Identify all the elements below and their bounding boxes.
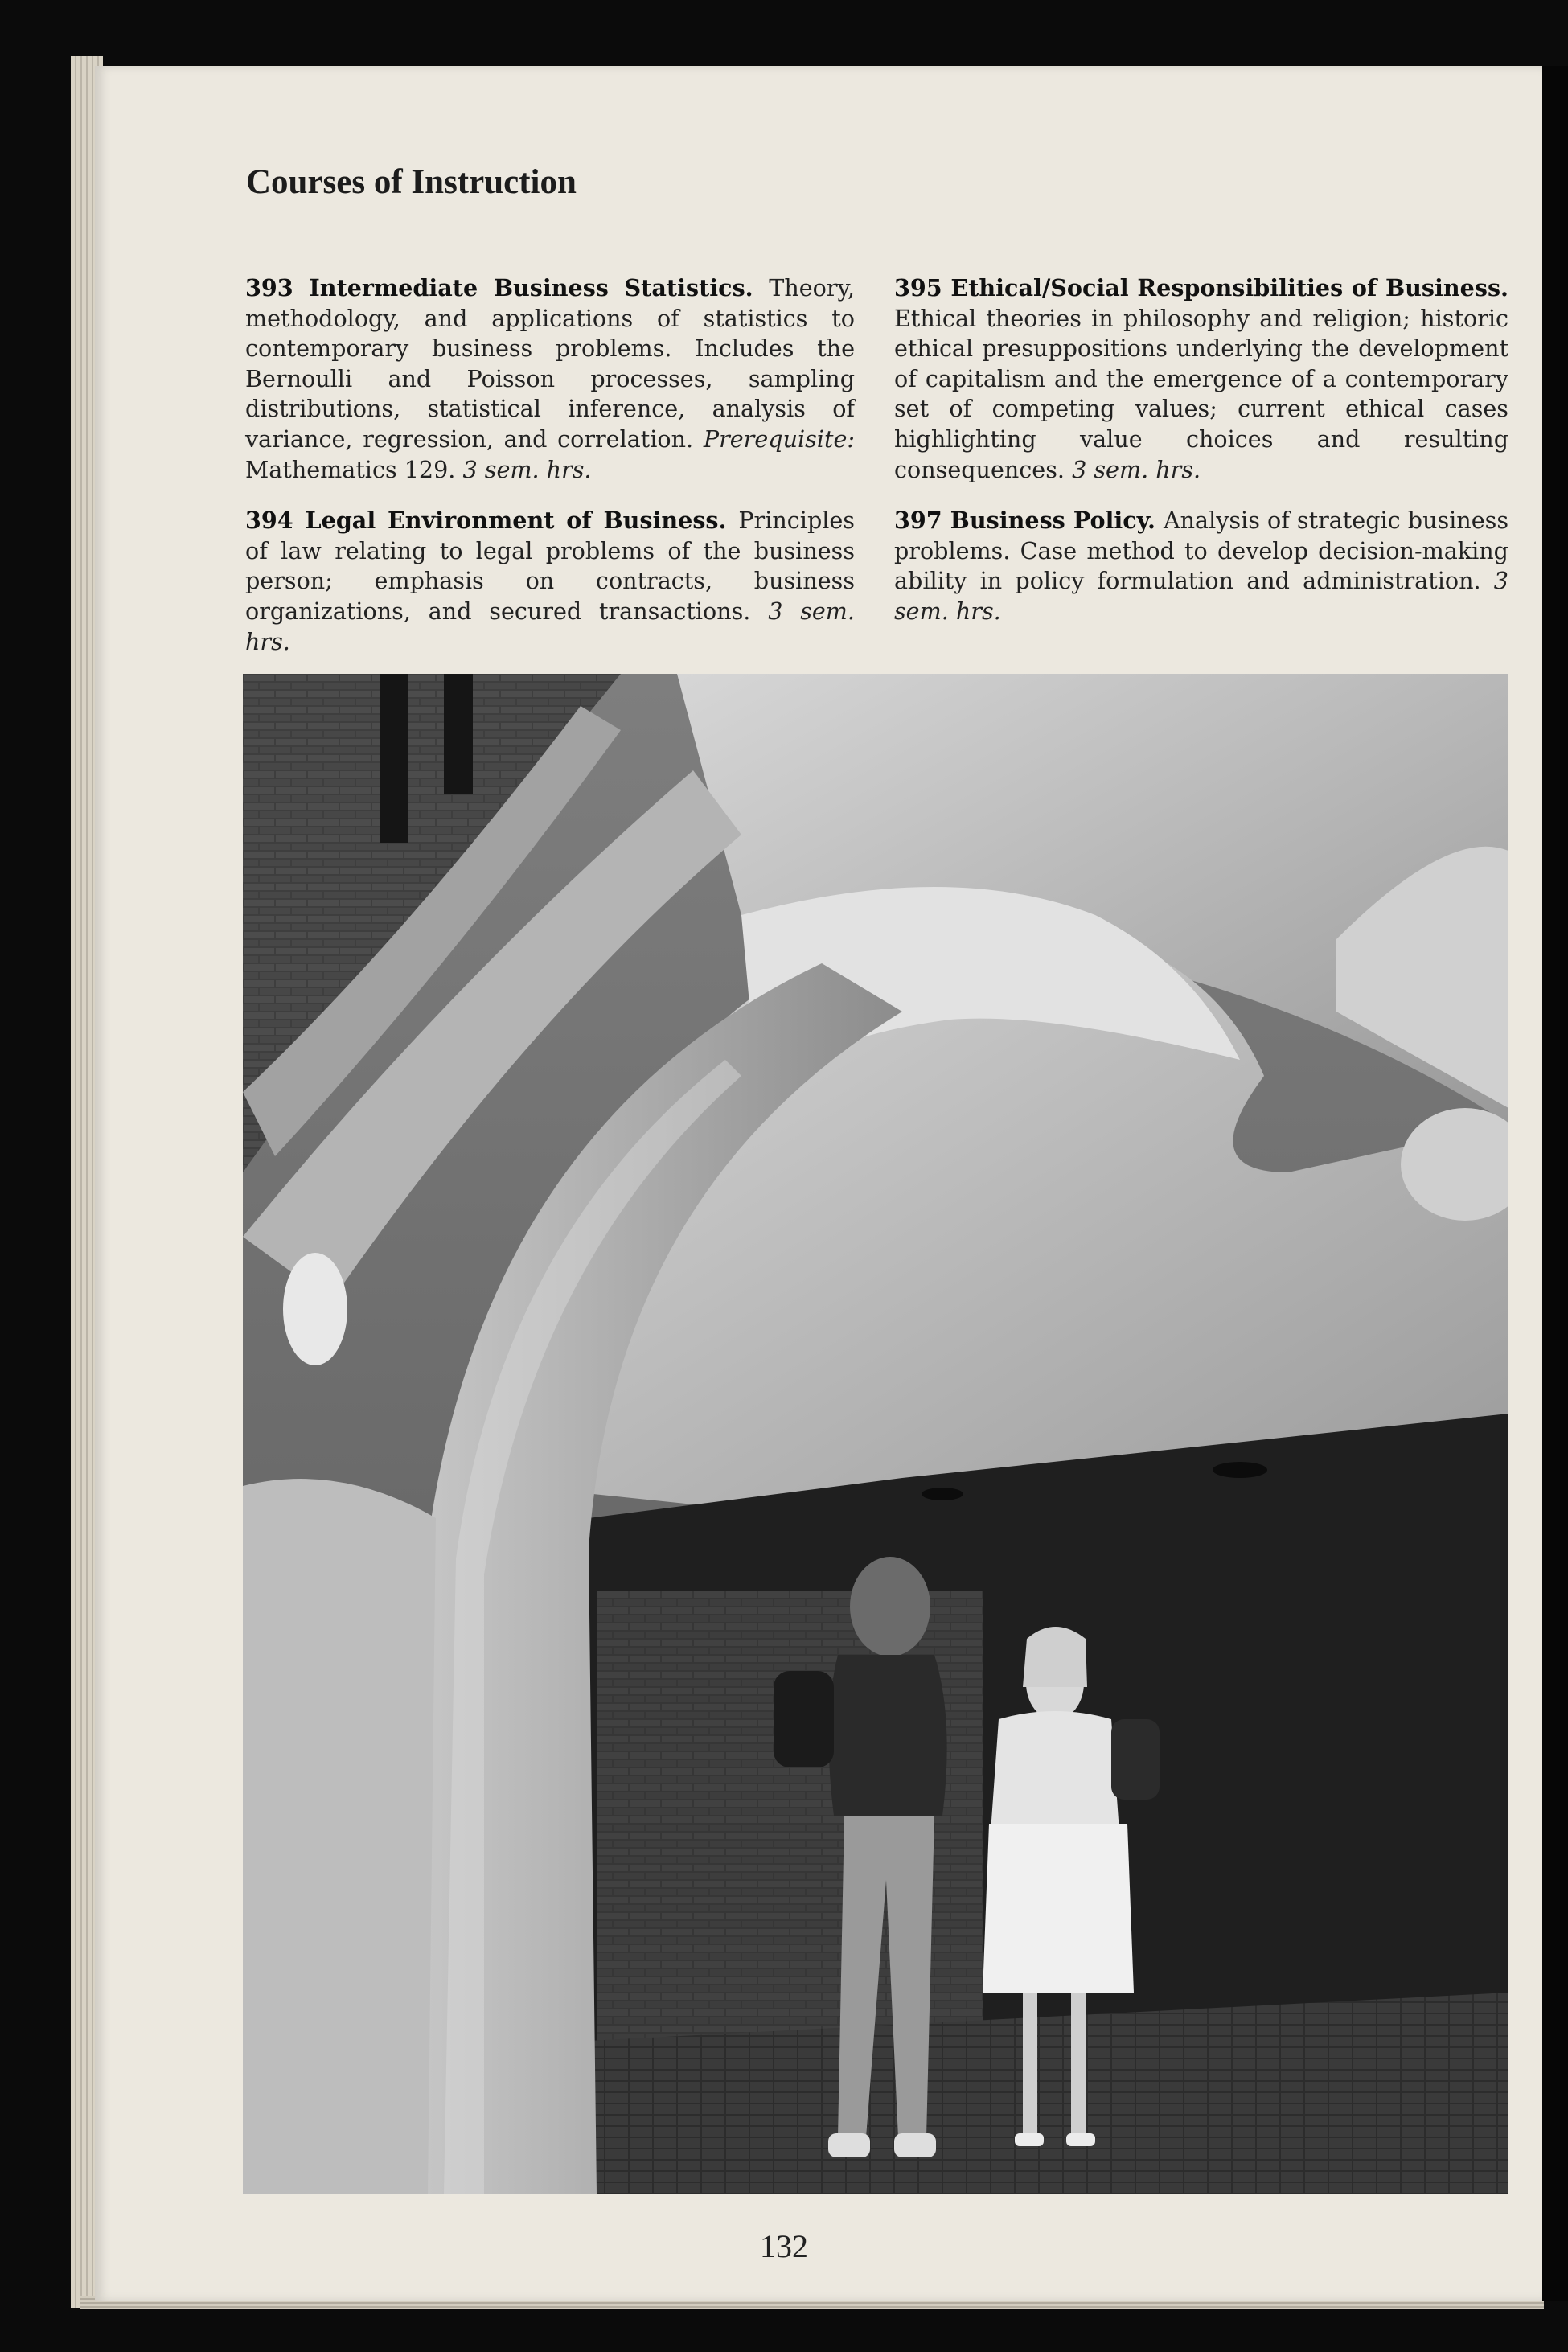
left-wall-panel <box>243 1479 436 2194</box>
running-head: Courses of Instruction <box>246 163 577 201</box>
course-entry-393 <box>245 273 855 485</box>
photo-illustration <box>243 674 1508 2194</box>
course-description: Theory, methodology, and applications of statistics to contemporary business problems. Includes the Bernoulli and Poisson processes, sampling distributions, statistical inference, analysis of variance, regression, and correlation. <box>245 274 855 453</box>
course-credit: 3 sem. hrs. <box>894 567 1508 625</box>
course-number: 393 <box>245 274 310 302</box>
course-description: Ethical theories in philosophy and religion; historic ethical presuppositions underlying the development of capitalism and the emergence of a contemporary set of competing values; current ethical cases highlighting value choices and resulting consequences. <box>894 304 1508 483</box>
course-number: 395 <box>894 274 951 302</box>
course-credit: 3 sem. hrs. <box>1072 455 1201 483</box>
page-number: 132 <box>760 2228 808 2264</box>
course-number: 394 <box>245 507 306 535</box>
prerequisite-text: Mathematics 129. <box>245 455 463 483</box>
campus-photograph <box>243 674 1508 2194</box>
course-entry-395 <box>894 273 1508 485</box>
course-description: Analysis of strategic business problems. Case method to develop decision-making ability in policy formulation and administration. <box>894 507 1508 595</box>
course-title: Ethical/Social Responsibilities of Business. <box>950 274 1508 302</box>
course-title: Intermediate Business Statistics. <box>309 274 770 302</box>
course-credit: 3 sem. hrs. <box>245 597 855 655</box>
left-column <box>245 273 855 678</box>
course-description: Principles of law relating to legal problems of the business person; emphasis on contracts, business organizations, and secured transactions. <box>245 507 855 625</box>
course-title: Legal Environment of Business. <box>305 507 739 535</box>
prerequisite-label: Prerequisite: <box>703 425 855 453</box>
course-credit: 3 sem. hrs. <box>462 455 592 483</box>
course-title: Business Policy. <box>950 507 1164 535</box>
scan-margin-right <box>1542 66 1568 2301</box>
course-entry-394 <box>245 506 855 657</box>
course-number: 397 <box>894 507 950 535</box>
right-column <box>894 273 1508 648</box>
course-entry-397 <box>894 506 1508 626</box>
